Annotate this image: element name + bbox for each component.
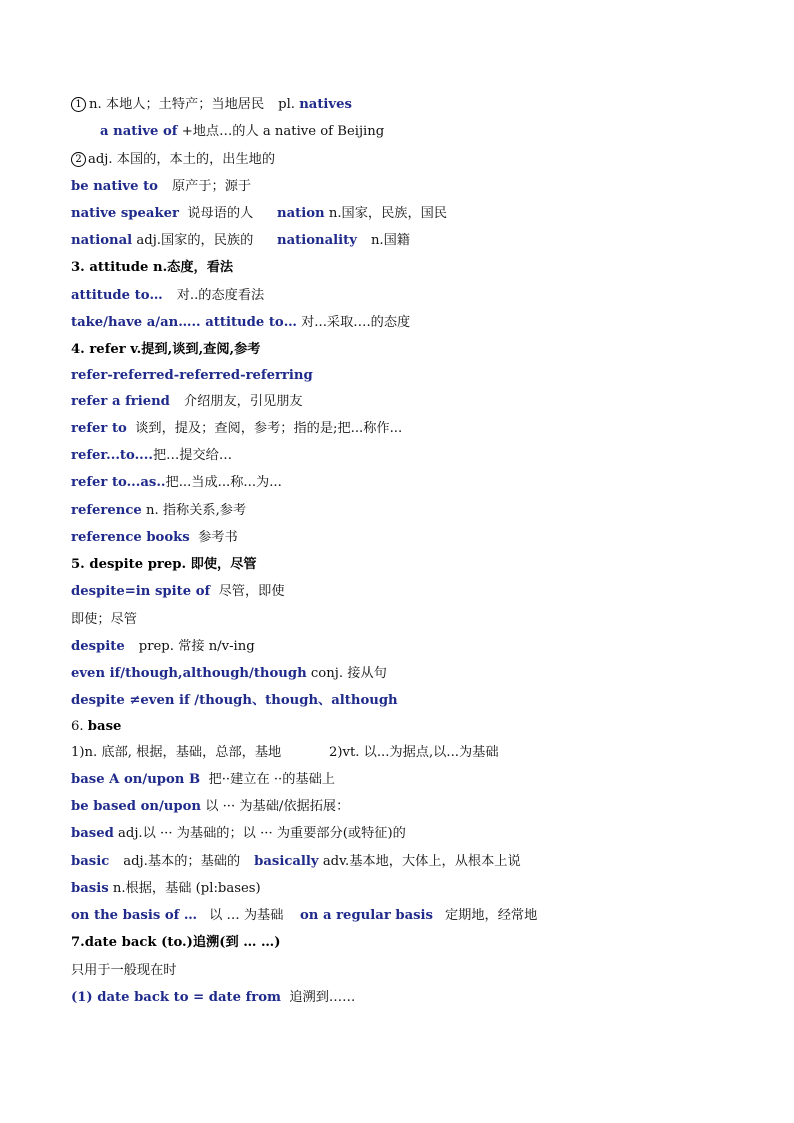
keyword: refer to...as.. (71, 475, 166, 490)
circled-number: 1 (71, 97, 86, 112)
keyword: refer a friend (71, 394, 170, 409)
text: +地点…的人 a native of Beijing (181, 124, 385, 139)
line-native-noun (71, 97, 352, 113)
keyword: on a regular basis (300, 908, 433, 923)
line-despite-prep (71, 639, 255, 655)
text: n.国家，民族，国民 (328, 206, 448, 221)
section-heading: 4. refer v.提到,谈到,查阅,参考 (71, 342, 261, 357)
text: adj.以 ··· 为基础的；以 ··· 为重要部分(或特征)的 (118, 826, 406, 841)
keyword: a native of (100, 124, 178, 139)
text: 对..的态度看法 (176, 288, 265, 303)
line-base-a-on-b (71, 772, 335, 788)
text: 追溯到…… (289, 990, 356, 1005)
keyword: attitude to… (71, 288, 163, 303)
line-native-adj (71, 152, 275, 168)
text: pl. (278, 97, 295, 112)
section-heading: 7.date back (to.)追溯(到 … …) (71, 935, 281, 950)
keyword: nation (277, 206, 325, 221)
text: 把··建立在 ··的基础上 (208, 772, 335, 787)
text: 以 … 为基础 (209, 908, 284, 923)
text: 谈到，提及；查阅，参考；指的是;把...称作... (135, 421, 403, 436)
keyword: take/have a/an….. attitude to… (71, 315, 297, 330)
line-refer-to-as (71, 475, 282, 491)
line-despite-vs (71, 693, 398, 709)
line-be-native-to (71, 179, 251, 195)
text: n. 指称关系,参考 (145, 503, 247, 518)
line-base-meanings (71, 745, 499, 761)
keyword: refer...to.... (71, 448, 153, 463)
text: conj. 接从句 (310, 666, 387, 681)
line-take-attitude (71, 315, 410, 331)
keyword: even if/though,although/though (71, 666, 307, 681)
line-basis (71, 881, 261, 897)
keyword: basis (71, 881, 109, 896)
line-national (71, 233, 410, 249)
text: adj. 本国的，本土的，出生地的 (88, 152, 276, 167)
keyword: reference (71, 503, 142, 518)
keyword: base A on/upon B (71, 772, 201, 787)
keyword: based (71, 826, 114, 841)
text: 1)n. 底部, 根据，基础，总部，基地 (71, 745, 282, 760)
text: 尽管，即使 (218, 584, 285, 599)
line-even-though (71, 612, 137, 628)
keyword: refer to (71, 421, 127, 436)
line-refer-to (71, 421, 402, 437)
line-date-back-to (71, 990, 355, 1006)
line-be-based-on (71, 799, 349, 815)
line-despite-in-spite (71, 584, 285, 600)
section-heading: base (87, 719, 122, 734)
line-tense-note (71, 963, 177, 979)
text: 参考书 (198, 530, 238, 545)
keyword: be based on/upon (71, 799, 201, 814)
text: prep. 常接 n/v-ing (138, 639, 255, 654)
line-attitude-to (71, 288, 264, 304)
heading-base (71, 719, 121, 735)
line-basic (71, 854, 521, 870)
text: 定期地，经常地 (444, 908, 538, 923)
text: adv.基本地，大体上，从根本上说 (322, 854, 521, 869)
text: 把...当成...称...为... (165, 475, 282, 490)
text: 即使；尽管 (71, 612, 137, 627)
keyword: on the basis of … (71, 908, 198, 923)
text: n. 本地人；土特产；当地居民 (89, 97, 265, 112)
text: n.国籍 (370, 233, 410, 248)
text: 对...采取….的态度 (301, 315, 411, 330)
line-refer-to-sb (71, 448, 232, 464)
heading-date-back (71, 935, 280, 951)
keyword: basically (254, 854, 319, 869)
keyword: national (71, 233, 133, 248)
keyword: basic (71, 854, 110, 869)
text: 以 ··· 为基础/依据拓展： (205, 799, 350, 814)
line-native-speaker (71, 206, 448, 222)
keyword: reference books (71, 530, 190, 545)
line-even-if (71, 666, 387, 682)
keyword: natives (299, 97, 352, 112)
heading-refer (71, 342, 261, 358)
text: 把…提交给… (152, 448, 233, 463)
line-based (71, 826, 406, 842)
keyword: nationality (277, 233, 357, 248)
section-heading: 3. attitude n.态度，看法 (71, 260, 234, 275)
text: adj.国家的，民族的 (136, 233, 254, 248)
section-number: 6. (71, 719, 84, 734)
keyword: despite=in spite of (71, 584, 211, 599)
keyword: despite (71, 639, 125, 654)
text: n.根据，基础 (pl:bases) (112, 881, 261, 896)
text: 原产于；源于 (171, 179, 252, 194)
keyword: native speaker (71, 206, 179, 221)
line-refer-a-friend (71, 394, 303, 410)
line-reference (71, 503, 246, 519)
heading-despite (71, 557, 257, 573)
line-native-of (100, 124, 384, 140)
line-refer-forms (71, 368, 313, 384)
text: 2)vt. 以...为据点,以...为基础 (329, 745, 499, 760)
keyword: despite ≠even if /though、though、although (71, 693, 398, 708)
section-heading: 5. despite prep. 即使，尽管 (71, 557, 257, 572)
text: 说母语的人 (187, 206, 254, 221)
circled-number: 2 (71, 152, 86, 167)
line-reference-books (71, 530, 238, 546)
keyword: be native to (71, 179, 158, 194)
heading-attitude (71, 260, 233, 276)
text: adj.基本的；基础的 (123, 854, 241, 869)
text: 只用于一般现在时 (71, 963, 177, 978)
text: 介绍朋友，引见朋友 (183, 394, 303, 409)
keyword: (1) date back to = date from (71, 990, 281, 1005)
line-on-the-basis (71, 908, 538, 924)
keyword: refer-referred-referred-referring (71, 368, 313, 383)
